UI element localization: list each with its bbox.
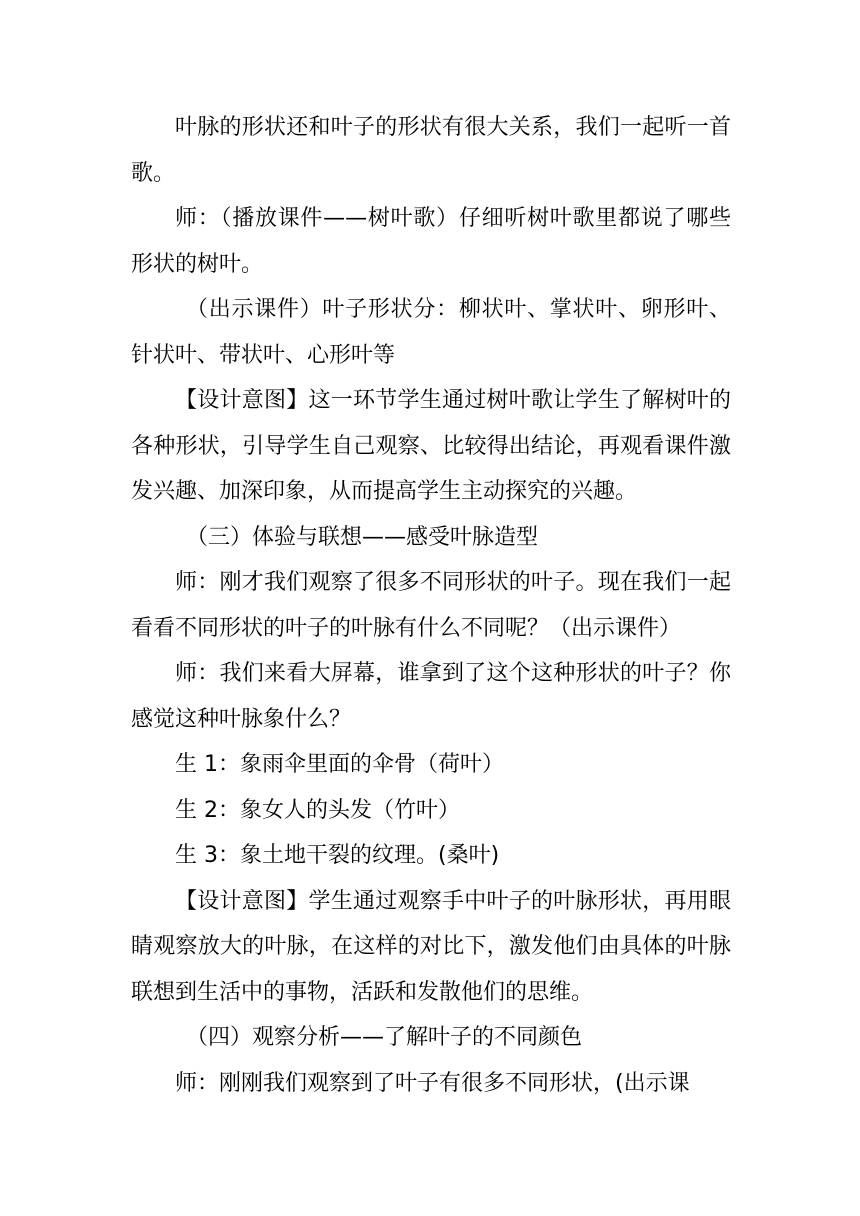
paragraph-teacher-screen: 师：我们来看大屏幕，谁拿到了这个这种形状的叶子？你感觉这种叶脉象什么？ xyxy=(131,661,731,732)
section-heading-3: （三）体验与联想——感受叶脉造型 xyxy=(186,524,539,550)
paragraph-design-intent-2: 【设计意图】学生通过观察手中叶子的叶脉形状，再用眼睛观察放大的叶脉，在这样的对比下，激发他们由具体的叶脉联想到生活中的事物，活跃和发散他们的思维。 xyxy=(131,888,731,1005)
paragraph-design-intent-1: 【设计意图】这一环节学生通过树叶歌让学生了解树叶的各种形状，引导学生自己观察、比较得出结论，再观看课件激发兴趣、加深印象，从而提高学生主动探究的兴趣。 xyxy=(131,388,731,504)
paragraph-leaf-shapes: （出示课件）叶子形状分：柳状叶、掌状叶、卵形叶、针状叶、带状叶、心形叶等 xyxy=(131,297,731,368)
paragraph-student-1: 生 1：象雨伞里面的伞骨（荷叶） xyxy=(175,752,504,777)
paragraph-teacher-song: 师：（播放课件——树叶歌）仔细听树叶歌里都说了哪些形状的树叶。 xyxy=(131,206,731,277)
paragraph-teacher-colors: 师：刚刚我们观察到了叶子有很多不同形状，(出示课 xyxy=(175,1070,690,1096)
paragraph-student-3: 生 3：象土地干裂的纹理。(桑叶) xyxy=(175,843,500,868)
paragraph-student-2: 生 2：象女人的头发（竹叶） xyxy=(175,797,460,823)
paragraph-teacher-observe: 师：刚才我们观察了很多不同形状的叶子。现在我们一起看看不同形状的叶子的叶脉有什么不同呢？（出示课件） xyxy=(131,570,731,641)
document-body xyxy=(131,105,731,1106)
section-heading-4: （四）观察分析——了解叶子的不同颜色 xyxy=(186,1025,583,1050)
paragraph-leaf-vein-intro: 叶脉的形状还和叶子的形状有很大关系，我们一起听一首歌。 xyxy=(131,115,731,186)
